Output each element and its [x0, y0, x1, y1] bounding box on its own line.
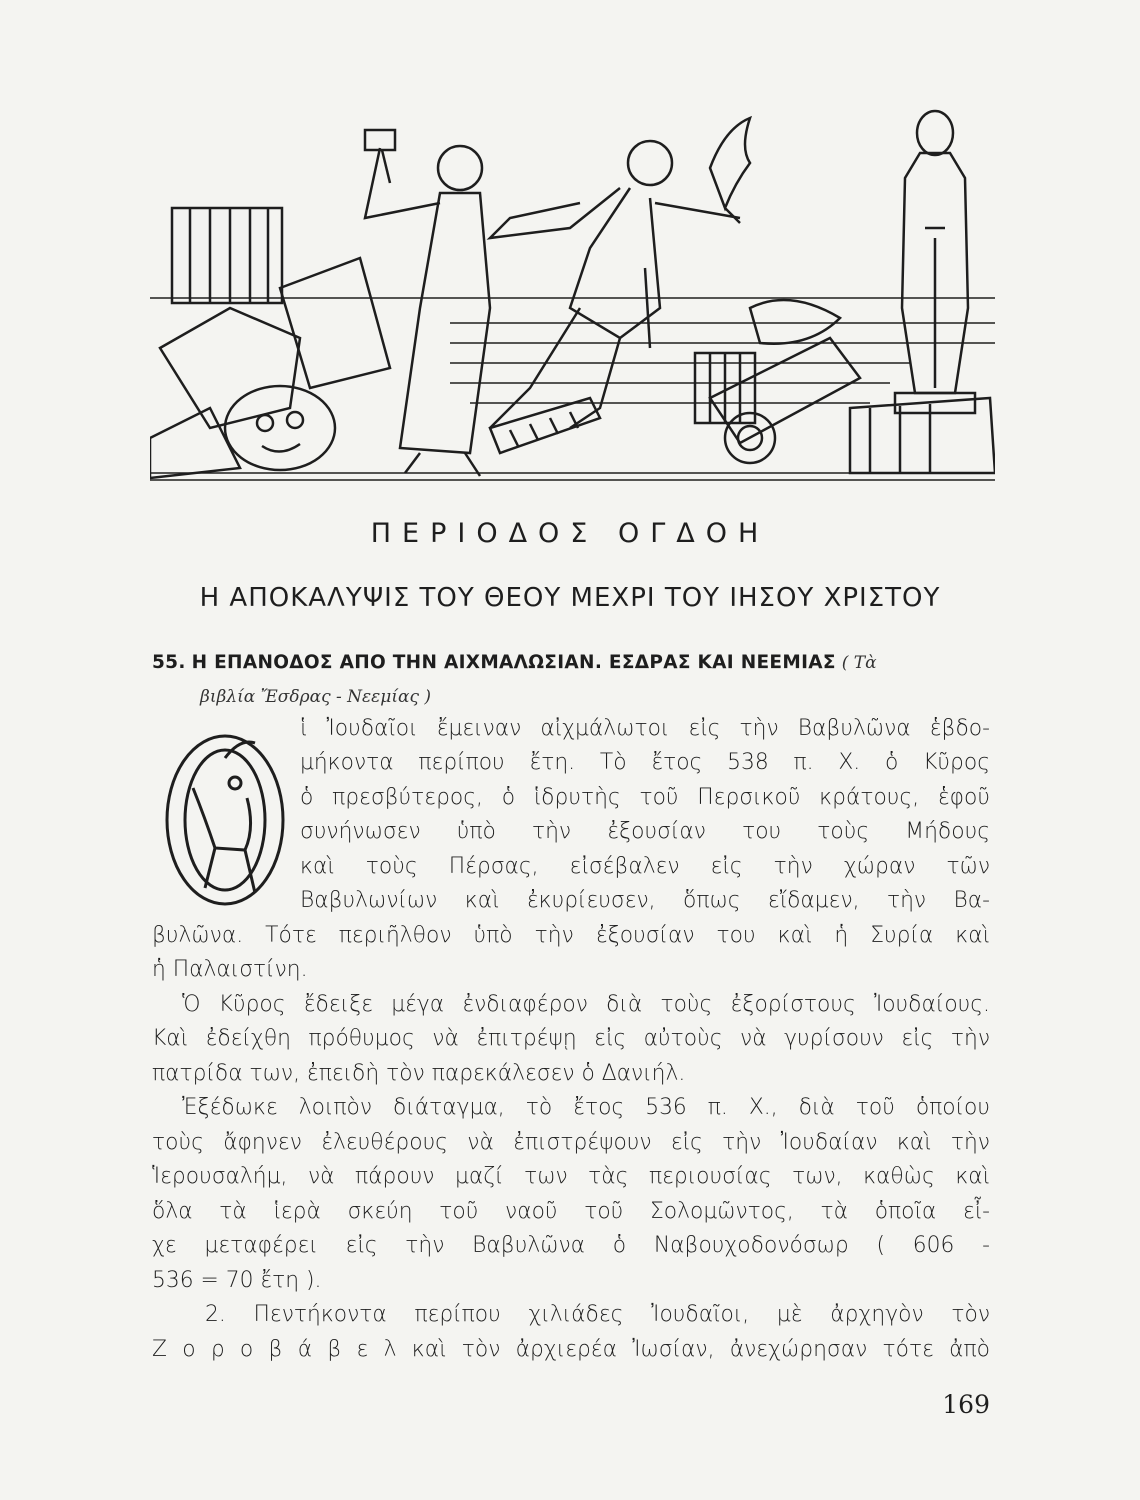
text-line: Ἱερουσαλήμ, νὰ πάρουν μαζί των τὰς περιουσίας των, καθὼς καὶ [152, 1164, 990, 1189]
woodcut-illustration [150, 108, 995, 488]
text-line: Καὶ ἐδείχθη πρόθυμος νὰ ἐπιτρέψῃ εἰς αὐτοὺς νὰ γυρίσουν εἰς τὴν [152, 1026, 990, 1051]
text-line: βυλῶνα. Τότε περιῆλθον ὑπὸ τὴν ἐξουσίαν του καὶ ἡ Συρία καὶ [152, 923, 990, 948]
main-title: Η ΑΠΟΚΑΛΥΨΙΣ ΤΟΥ ΘΕΟΥ ΜΕΧΡΙ ΤΟΥ ΙΗΣΟΥ ΧΡΙΣΤΟΥ [199, 583, 941, 613]
text-line: Ζ ο ρ ο β ά β ε λ καὶ τὸν ἀρχιερέα Ἰωσίαν, ἀνεχώρησαν τότε ἀπὸ [152, 1337, 990, 1362]
text-line: 536 = 70 ἔτη ). [152, 1268, 322, 1293]
text-line: χε μεταφέρει εἰς τὴν Βαβυλῶνα ὁ Ναβουχοδονόσωρ ( 606 - [152, 1233, 990, 1258]
text-line: 2. Πεντήκοντα περίπου χιλιάδες Ἰουδαῖοι, μὲ ἀρχηγὸν τὸν [205, 1302, 990, 1327]
page-number: 169 [942, 1390, 990, 1419]
text-line: Βαβυλωνίων καὶ ἐκυρίευσεν, ὅπως εἴδαμεν, τὴν Βα- [300, 888, 990, 913]
text-line: μήκοντα περίπου ἔτη. Τὸ ἔτος 538 π. Χ. ὁ Κῦρος [300, 750, 990, 775]
drop-cap-ibex-icon [155, 728, 287, 913]
section-number: 55. [152, 652, 186, 673]
section-heading [152, 646, 992, 714]
text-line: ἡ Παλαιστίνη. [152, 957, 308, 982]
text-line: τοὺς ἄφηνεν ἐλευθέρους νὰ ἐπιστρέψουν εἰς τὴν Ἰουδαίαν καὶ τὴν [152, 1130, 990, 1155]
text-line: ἱ Ἰουδαῖοι ἔμειναν αἰχμάλωτοι εἰς τὴν Βαβυλῶνα ἑβδο- [300, 716, 990, 741]
book-reference-end: βιβλία Ἔσδρας - Νεεμίας ) [200, 687, 432, 707]
text-line: ὅλα τὰ ἱερὰ σκεύη τοῦ ναοῦ τοῦ Σολομῶντος, τὰ ὁποῖα εἶ- [152, 1199, 990, 1224]
text-line: ὁ πρεσβύτερος, ὁ ἱδρυτὴς τοῦ Περσικοῦ κράτους, ἑφοῦ [300, 785, 990, 810]
text-line: πατρίδα των, ἐπειδὴ τὸν παρεκάλεσεν ὁ Δανιήλ. [152, 1061, 686, 1086]
text-line: συνήνωσεν ὑπὸ τὴν ἐξουσίαν του τοὺς Μήδους [300, 819, 990, 844]
section-title: Η ΕΠΑΝΟΔΟΣ ΑΠΟ ΤΗΝ ΑΙΧΜΑΛΩΣΙΑΝ. ΕΣΔΡΑΣ ΚΑΙ ΝΕΕΜΙΑΣ [191, 652, 836, 673]
text-line: Ἐξέδωκε λοιπὸν διάταγμα, τὸ ἔτος 536 π. Χ., διὰ τοῦ ὁποίου [182, 1095, 990, 1120]
text-line: Ὁ Κῦρος ἔδειξε μέγα ἐνδιαφέρον διὰ τοὺς ἐξορίστους Ἰουδαίους. [182, 992, 990, 1017]
part-title: ΠΕΡΙΟΔΟΣ ΟΓΔΟΗ [370, 518, 770, 549]
book-reference-start: ( Τὰ [841, 653, 877, 673]
text-line: καὶ τοὺς Πέρσας, εἰσέβαλεν εἰς τὴν χώραν τῶν [300, 854, 990, 879]
